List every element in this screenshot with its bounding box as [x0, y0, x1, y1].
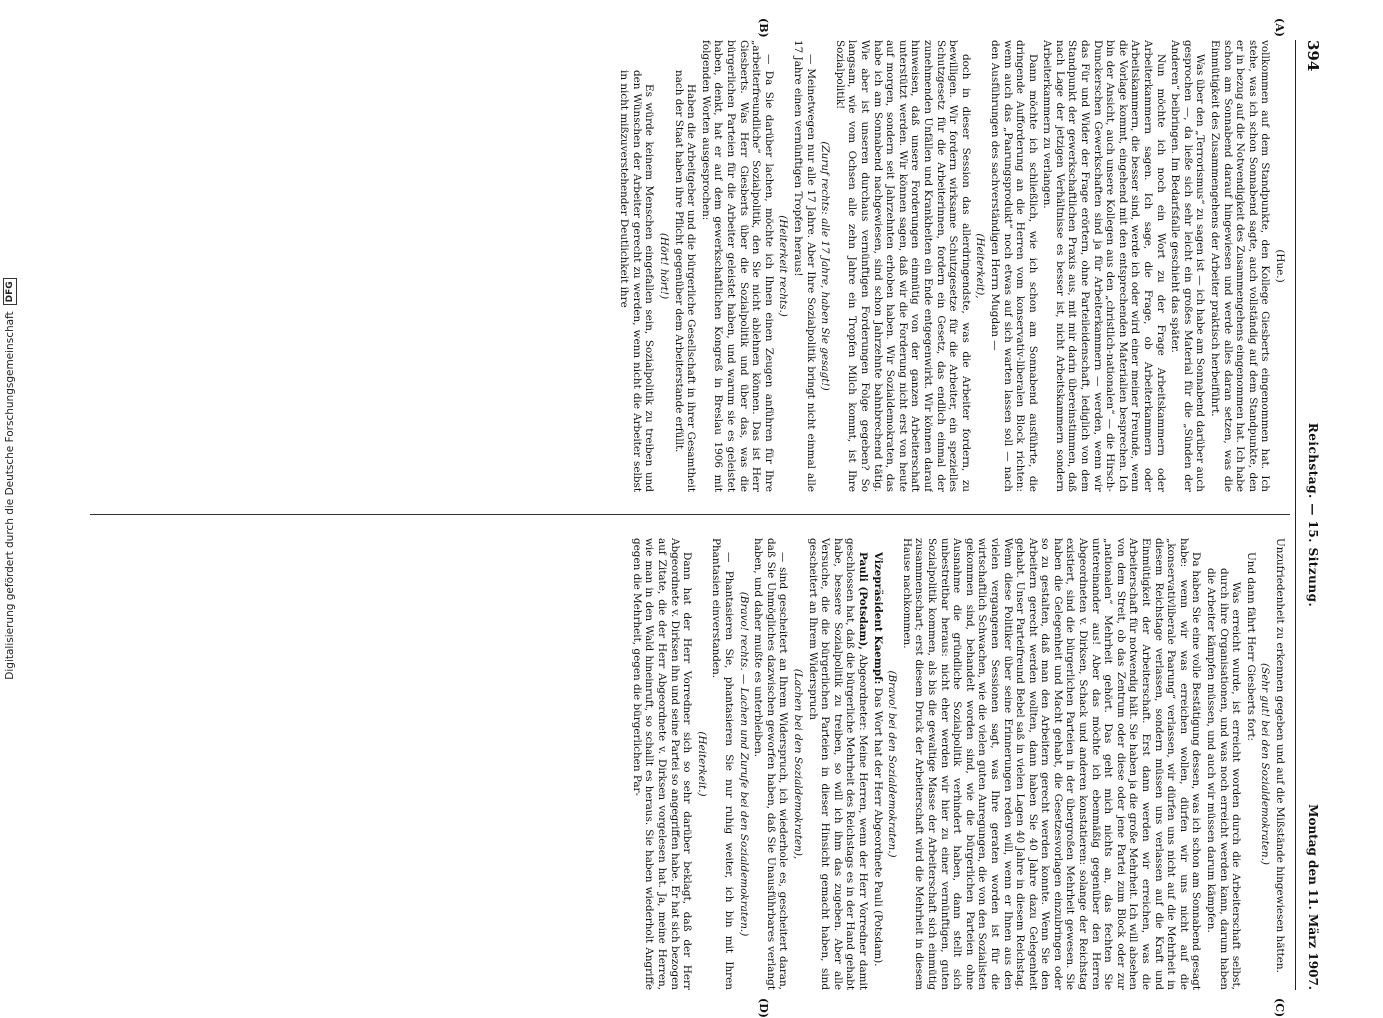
right-column	[86, 538, 1286, 990]
paragraph: Unzufriedenheit zu erkennen gegeben und auf die Mißstände hingewiesen hätten.	[1274, 538, 1286, 973]
paragraph: — Meinetwegen nur alle 17 Jahre. Aber Ihre Sozialpolitik bringt nicht einmal alle 17 Jahre einen vernünftigen Tropfen heraus!	[792, 40, 817, 492]
paragraph: Nun möchte ich noch ein Wort zu der Frage Arbeitskammern oder Arbeiterkammern sagen. Ich sage, die Frage, ob Arbeiterkammern oder Arbeitskammern, die besser sind, werde ich oder wird einer meiner Freunde, wenn die Vorlage kommt, eingehend mit den entsprechenden Materialien besprechen. Ich bin der Ansicht, auch unsere Kollegen aus den „christlich-nationalen“ — die Hirsch-Dunckerschen Gewerkschaften sind ja für Arbeiterkammern — werden, wenn wir das Für und Wider der Frage erörtern, ohne Parteileidenschaft, lediglich von dem Standpunkt der gewerkschaftlichen Praxis aus, mit mir darin übereinstimmen, daß nach Lage der jetzigen Verhältnisse es besser ist, nicht Arbeitskammern sondern Arbeiterkammern zu verlangen.	[1041, 40, 1167, 492]
reaction: (Heiterkeit rechts.)	[777, 215, 790, 317]
margin-mark-d: (D)	[757, 998, 770, 1018]
reaction: (Hört! hört!)	[658, 232, 671, 300]
speaker-tag: (Hue.)	[1274, 249, 1286, 283]
running-head: Reichstag. — 15. Sitzung.	[1306, 422, 1320, 608]
speaker-label: Pauli (Potsdam),	[857, 552, 869, 650]
paragraph: Und dann fährt Herr Giesberts fort:	[1244, 552, 1257, 741]
paragraph: Dann hat der Herr Vorredner sich so sehr darüber beklagt, daß der Herr Abgeordnete v. Dirksen ihn und seine Partei so angegriffen habe. Er hat sich bezogen auf Zitate, die der Herr Abgeordnete v. Dirksen vorgelesen hat. Ja, meine Herren, wie man in den Wald hineinruft, so schallt es heraus. Sie haben wiederholt Angriffe gegen die Mehrheit, gegen die bürgerlichen Par-	[630, 538, 694, 990]
reaction: (Bravo! rechts. — Lachen und Zurufe bei den Sozialdemokraten.)	[737, 591, 750, 937]
margin-mark-c: (C)	[1273, 998, 1286, 1018]
paragraph: doch in dieser Session das allerdringendste, was die Arbeiter fordern, zu bewilligen. Wir fordern wirksame Schutzgesetze für die Arbeiter, ein spezielles Schutzgesetz für die Arbeiterinnen, fordern ein Gesetz, das endlich einmal der zunehmenden Unfällen und Krankheiten ein Ende entgegenwirkt. Wir können darauf hinweisen, daß unsere Forderungen einmütig von der ganzen Arbeiterschaft unterstützt werden. Wir können sagen, daß wir die Forderung nicht erst von heute auf morgen, sondern seit Jahrzehnten erhoben haben. Wir Sozialdemokraten, das habe ich am Sonnabend nachgewiesen, sind schon Jahrzehnte bahnbrechend tätig. Wie aber ist unseren durchaus vernünftigen Forderungen Folge gegeben? So langsam, wie vom Ochsen alle zehn Jahre ein Tropfen Milch kommt, ist Ihre Sozialpolitik!	[833, 40, 972, 492]
credit-text: Digitalisierung gefördert durch die Deutsche Forschungsgemeinschaft	[4, 311, 16, 680]
paragraph: Dann möchte ich schließlich, wie ich schon am Sonnabend ausführte, die dringende Aufforderung an die Herren vom konservativ-liberalen Block richten: wenn auch das „Paarungsprodukt“ noch etwas auf sich warten lassen soll — nach den Ausführungen des sachverständigen Herrn Mugdan —	[988, 40, 1039, 492]
reaction: (Sehr gut! bei den Sozialdemokraten.)	[1259, 663, 1272, 865]
reaction: (Zuruf rechts: alle 17 Jahre, haben Sie gesagt!)	[819, 141, 832, 391]
paragraph: Was über den „Terrorismus“ zu sagen ist — ich habe am Sonnabend darüber auch gesprochen —, da ließe sich sehr leicht ein großes Material für die „Sünden der Anderen“ beibringen. Im Bedarfsfalle geschieht das später.	[1169, 40, 1207, 492]
paragraph-text: Das Wort hat der Herr Abgeordnete Pauli (Potsdam).	[871, 687, 884, 967]
paragraph: — Phantasieren Sie, phantasieren Sie nur ruhig weiter, ich bin mit Ihren Phantasien einverstanden.	[710, 538, 736, 990]
reaction: (Heiterkeit),	[974, 233, 987, 299]
paragraph	[871, 538, 884, 990]
session-date: Montag den 11. März 1907.	[1306, 804, 1320, 990]
rotated-content	[70, 18, 1330, 1018]
paragraph: — Da Sie darüber lachen, möchte ich Ihnen einen Zeugen anführen für Ihre „arbeiterfreundliche“ Sozialpolitik, den Sie nicht ablehnen können. Das ist Herr Giesberts. Was Herr Giesberts über die Sozialpolitik und über das, was die bürgerlichen Parteien für die Arbeiter geleistet haben, und warum sie es geleistet haben, denkt, hat er auf dem gewerkschaftlichen Kongreß in Breslau 1906 mit folgenden Worten ausgesprochen:	[699, 40, 775, 492]
margin-mark-b: (B)	[757, 18, 770, 38]
reaction: (Heiterkeit.)	[695, 731, 708, 797]
digitization-credit	[0, 0, 22, 1000]
paragraph	[806, 538, 869, 990]
speaker-label: Vizepräsident Kaempf:	[871, 552, 884, 685]
reaction: (Bravo! bei den Sozialdemokraten.)	[886, 670, 899, 858]
paragraph: — sind gescheitert an Ihrem Widerspruch, ich wiederhole es, gescheitert daran, daß Sie Unmögliches dazwischen geworfen haben, daß Sie Unausführbares verlangt haben, und daher mußte es unterbleiben.	[752, 538, 790, 990]
left-column	[86, 40, 1286, 492]
column-divider	[90, 514, 1290, 515]
quotation: Was erreicht wurde, ist erreicht worden durch die Arbeiterschaft selbst, durch ihre Organisationen, und was noch erreicht werden kann, darum haben die Arbeiter kämpfen müssen, und auch wir müssen darum kämpfen.	[1205, 568, 1243, 990]
paragraph-text: Abgeordneter: Meine Herren, wenn der Herr Vorredner damit geschlossen hat, daß die bürgerliche Mehrheit des Reichstags es in der Hand gehabt habe, bessere Sozialpolitik zu treiben, so will ich ihm das zugeben. Aber alle Versuche, die die bürgerlichen Parteien in dieser Hinsicht gemacht haben, sind gescheitert an Ihrem Widerspruch	[806, 538, 869, 990]
document-page	[70, 18, 1330, 1018]
paragraph: vollkommen auf dem Standpunkte, den Kollege Giesberts eingenommen hat. Ich stehe, was ich schon Sonnabend sagte, auch vollständig auf dem Standpunkte, den er in bezug auf die Notwendigkeit des Zusammengehens eingenommen hat. Ich habe schon am Sonnabend darauf hingewiesen und werde alles daran setzen, was die Einmütigkeit des Zusammengehens der Arbeiter praktisch herbeiführt.	[1209, 40, 1272, 492]
dfg-logo: DFG	[3, 278, 17, 305]
quotation: Haben die Arbeitgeber und die bürgerliche Gesellschaft in ihrer Gesamtheit nach der Staat haben ihre Pflicht gegenüber dem Arbeiterstande erfüllt.	[672, 70, 698, 492]
quotation: Es würde keinem Menschen eingefallen sein, Sozialpolitik zu treiben und den Wünschen der Arbeiter gerecht zu werden, wenn nicht die Arbeiter selbst in nicht mißzuverstehender Deutlichkeit ihre	[618, 70, 656, 492]
paragraph: Da haben Sie eine volle Bestätigung dessen, was ich schon am Sonnabend gesagt habe: wenn wir was erreichen wollen, dürfen wir uns nicht auf die „konservativliberale Paarung“ verlassen, wir dürfen uns nicht auf die Mehrheit in diesem Reichstage verlassen, sondern müssen uns verlassen auf die Kraft und Einmütigkeit der Arbeiterschaft. Erst dann werden wir erreichen, was die Arbeiterschaft für notwendig hält. Sie haben ja die große Mehrheit. Ich will absehen von dem Streit, ob das Zentrum oder diese oder jene Partei zum Block oder zur „nationalen“ Mehrheit gehört. Das geht mich nichts an, das fechten Sie untereinander aus! Aber das möchte ich ebenmäßig gegenüber den Herren Abgeordneten v. Dirksen, Schack und anderen konstatieren: solange der Reichstag existiert, sind die bürgerlichen Parteien in der übergroßen Mehrheit gewesen. Sie haben die Gelegenheit und Macht gehabt, die Gesetzesvorlagen einzubringen oder so zu gestalten, daß man den Arbeitern gerecht werden konnte. Wenn Sie den Arbeitern gerecht werden wollten, dann haben Sie 40 Jahre dazu Gelegenheit gehabt. Unser Parteifreund Bebel saß in vielen Lagen 40 Jahre in diesem Reichstag. Wenn diese Politiker über seine Erinnerungen reden will, wenn er Ihnen aus den vielen vergangenen Sessionen sagt, was Ihre geraten worden ist für die wirtschaftlich Schwachen, wie die vielen guten Anregungen, die von den Sozialisten gekommen sind, behandelt worden sind, wie die bürgerlichen Parteien ohne Ausnahme die gründliche Sozialpolitik verhindert haben, dann stellt sich unbestreitbar heraus: nicht eher werden wir hier zu einer vernünftigen, guten Sozialpolitik kommen, als bis die gewaltige Masse der Arbeiterschaft sich einmütig zusammenschart; erst diesem Druck der Arbeiterschaft wird die Mehrheit in diesem Hause nachkommen.	[900, 538, 1203, 990]
margin-mark-a: (A)	[1273, 18, 1286, 37]
reaction: (Lachen bei den Sozialdemokraten),	[792, 668, 805, 860]
page-header	[1295, 40, 1322, 990]
page-number: 394	[1304, 40, 1322, 72]
